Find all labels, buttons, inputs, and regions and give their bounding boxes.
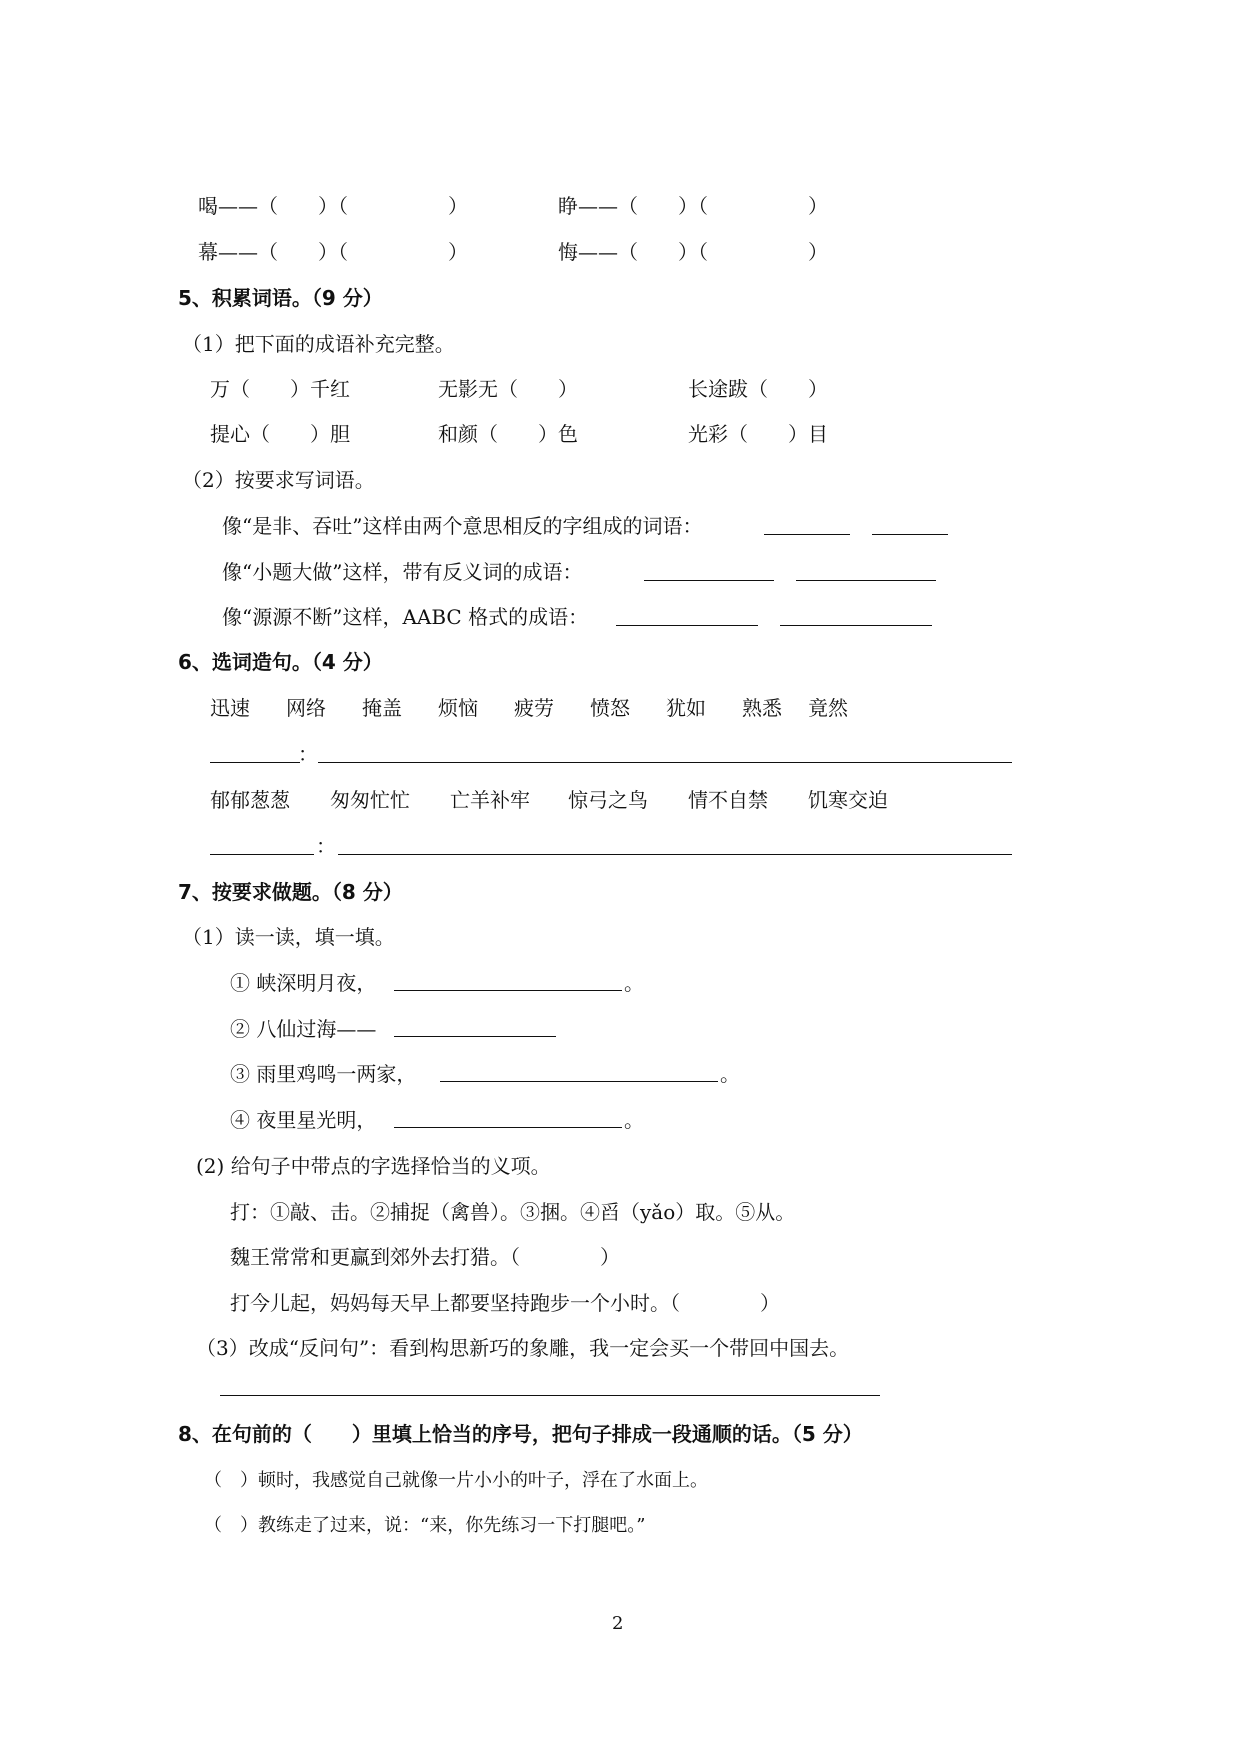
q7-part2: (2) 给句子中带点的字选择恰当的义项。 — [196, 1154, 551, 1178]
q6-colon-1: ： — [298, 742, 318, 766]
q7-fill1: ① 峡深明月夜， — [230, 971, 377, 995]
q7-part3: （3）改成“反问句”：看到构思新巧的象雕，我一定会买一个带回中国去。 — [196, 1336, 850, 1360]
q5-req1-blank-2[interactable] — [872, 534, 948, 535]
q7-fill3: ③ 雨里鸡鸣一两家， — [230, 1062, 417, 1086]
q5-part1: （1）把下面的成语补充完整。 — [182, 332, 455, 356]
q5-part2: （2）按要求写词语。 — [182, 468, 375, 492]
q8-item-1: （ ）顿时，我感觉自己就像一片小小的叶子，浮在了水面上。 — [204, 1470, 708, 1491]
q7-sentence-2: 打今儿起，妈妈每天早上都要坚持跑步一个小时。（ ） — [230, 1291, 780, 1315]
q4-row2-right: 悔——（ ）（ ） — [558, 240, 828, 264]
q5-req2-blank-2[interactable] — [796, 580, 936, 581]
q6-word: 熟悉 — [742, 696, 782, 720]
q5-req3-blank-2[interactable] — [780, 625, 932, 626]
q7-fill3-blank[interactable] — [440, 1081, 718, 1082]
q5-req1: 像“是非、吞吐”这样由两个意思相反的字组成的词语： — [222, 514, 703, 538]
q4-row1-left: 喝——（ ）（ ） — [198, 194, 468, 218]
q5-req2: 像“小题大做”这样，带有反义词的成语： — [222, 560, 583, 584]
q5-idiom-2: 无影无（ ） — [438, 377, 578, 401]
q6-word: 烦恼 — [438, 696, 478, 720]
q4-row2-left: 幕——（ ）（ ） — [198, 240, 468, 264]
q5-idiom-3: 长途跋（ ） — [688, 377, 828, 401]
q6-sentence-blank-1[interactable] — [318, 762, 1012, 763]
q5-idiom-4: 提心（ ）胆 — [210, 422, 350, 446]
q6-word: 郁郁葱葱 — [210, 788, 290, 812]
q5-idiom-6: 光彩（ ）目 — [688, 422, 828, 446]
q7-sentence-1: 魏王常常和更赢到郊外去打猎。（ ） — [230, 1245, 620, 1269]
q6-title: 6、选词造句。（4 分） — [178, 650, 383, 674]
q7-fill1-blank[interactable] — [394, 990, 622, 991]
q7-fill2-blank[interactable] — [394, 1036, 556, 1037]
q6-word: 竟然 — [808, 696, 848, 720]
q7-meanings: 打：①敲、击。②捕捉（禽兽）。③捆。④舀（yǎo）取。⑤从。 — [230, 1200, 796, 1224]
q7-part1: （1）读一读，填一填。 — [182, 925, 395, 949]
q8-title: 8、在句前的（ ）里填上恰当的序号，把句子排成一段通顺的话。（5 分） — [178, 1422, 863, 1446]
q6-word-blank-2[interactable] — [210, 854, 314, 855]
q6-word: 犹如 — [666, 696, 706, 720]
q6-word: 掩盖 — [362, 696, 402, 720]
q5-req1-blank-1[interactable] — [764, 534, 850, 535]
q6-colon-2: ： — [316, 834, 336, 858]
q6-sentence-blank-2[interactable] — [338, 854, 1012, 855]
q6-word: 疲劳 — [514, 696, 554, 720]
q7-fill2: ② 八仙过海—— — [230, 1017, 377, 1041]
q8-item-2: （ ）教练走了过来，说：“来，你先练习一下打腿吧。” — [204, 1515, 646, 1536]
q7-fill4-period: 。 — [624, 1108, 644, 1132]
q6-word: 匆匆忙忙 — [330, 788, 410, 812]
q6-word: 迅速 — [210, 696, 250, 720]
q5-title: 5、积累词语。（9 分） — [178, 286, 383, 310]
page-number: 2 — [612, 1613, 624, 1634]
q5-req2-blank-1[interactable] — [644, 580, 774, 581]
q5-req3: 像“源源不断”这样，AABC 格式的成语： — [222, 605, 589, 629]
q4-row1-right: 睁——（ ）（ ） — [558, 194, 828, 218]
q5-idiom-1: 万（ ）千红 — [210, 377, 350, 401]
q6-word: 亡羊补牢 — [450, 788, 530, 812]
q6-word: 网络 — [286, 696, 326, 720]
q7-part3-answer-blank[interactable] — [220, 1395, 880, 1396]
q6-word: 惊弓之鸟 — [568, 788, 648, 812]
q5-idiom-5: 和颜（ ）色 — [438, 422, 578, 446]
q7-fill3-period: 。 — [720, 1062, 740, 1086]
q6-word: 愤怒 — [590, 696, 630, 720]
q7-title: 7、按要求做题。（8 分） — [178, 880, 403, 904]
q7-fill1-period: 。 — [624, 971, 644, 995]
q6-word: 情不自禁 — [688, 788, 768, 812]
q7-fill4-blank[interactable] — [394, 1127, 622, 1128]
q5-req3-blank-1[interactable] — [616, 625, 758, 626]
q6-word: 饥寒交迫 — [808, 788, 888, 812]
q6-word-blank-1[interactable] — [210, 762, 300, 763]
q7-fill4: ④ 夜里星光明， — [230, 1108, 377, 1132]
